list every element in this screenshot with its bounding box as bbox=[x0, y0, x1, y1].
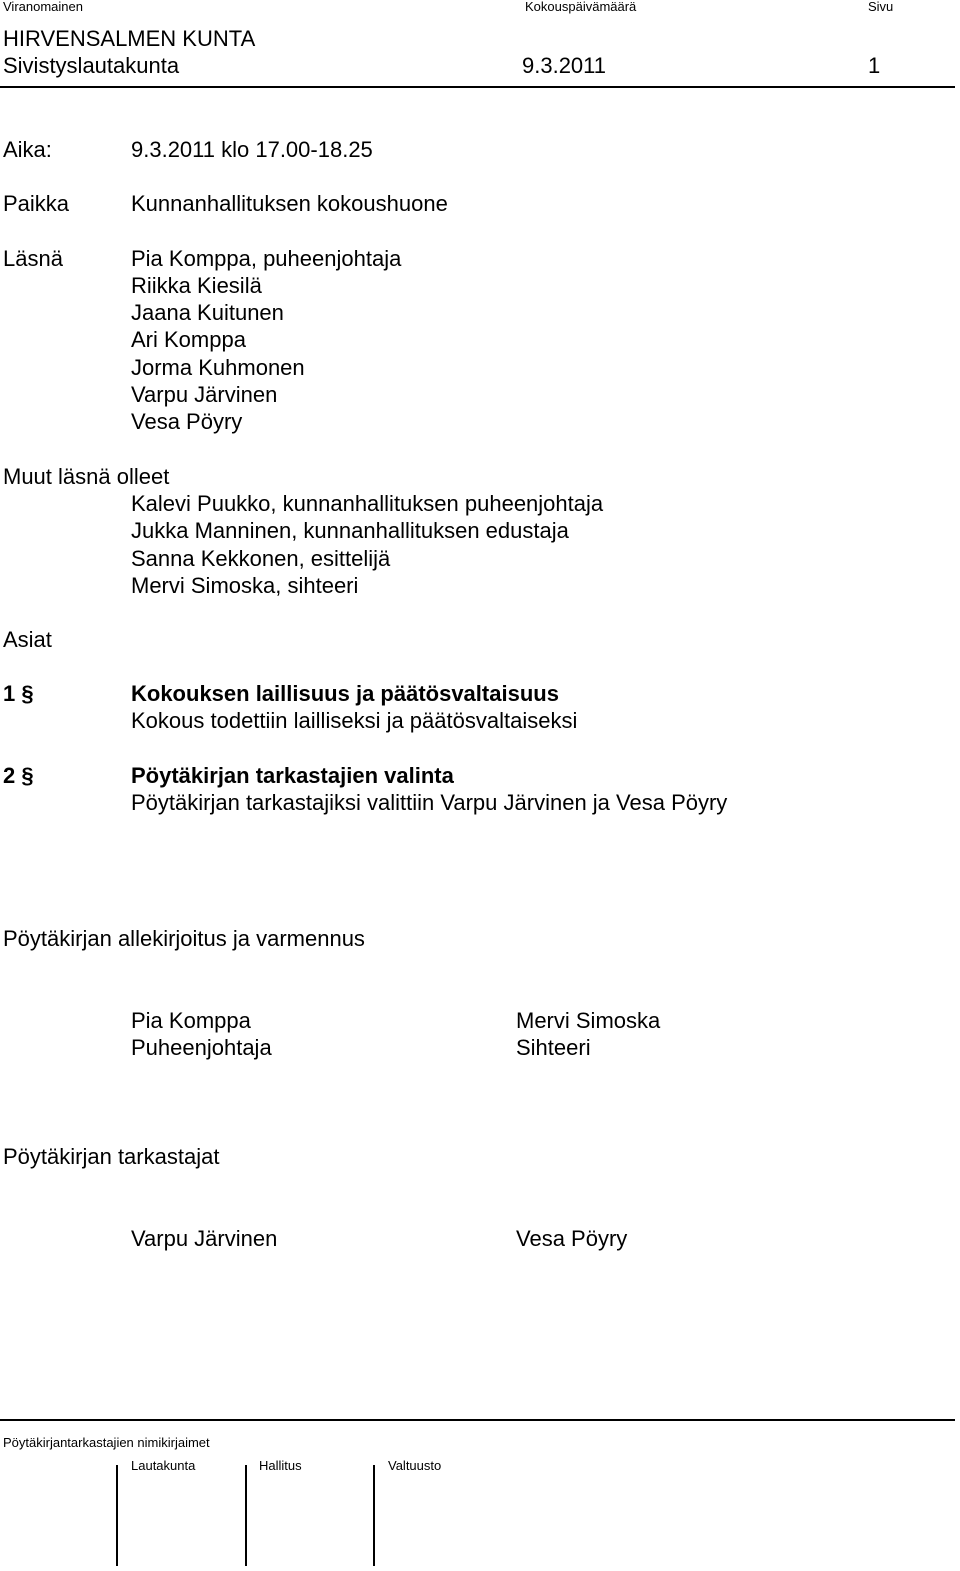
initials-box-divider bbox=[116, 1465, 118, 1566]
time-label: Aika: bbox=[3, 137, 52, 162]
signatures-label: Pöytäkirjan allekirjoitus ja varmennus bbox=[3, 926, 365, 951]
item-title: Kokouksen laillisuus ja päätösvaltaisuus bbox=[131, 681, 559, 706]
header-authority-label: Viranomainen bbox=[3, 0, 83, 14]
item-number: 2 § bbox=[3, 763, 34, 788]
inspector-name: Varpu Järvinen bbox=[131, 1226, 278, 1251]
time-value: 9.3.2011 klo 17.00-18.25 bbox=[131, 137, 373, 162]
present-member: Ari Komppa bbox=[131, 327, 246, 352]
present-member: Vesa Pöyry bbox=[131, 409, 243, 434]
place-label: Paikka bbox=[3, 191, 70, 216]
others-label: Muut läsnä olleet bbox=[3, 464, 170, 489]
footer-divider bbox=[0, 1419, 955, 1421]
items-label: Asiat bbox=[3, 627, 52, 652]
inspector-name: Vesa Pöyry bbox=[516, 1226, 628, 1251]
chair-role: Puheenjohtaja bbox=[131, 1035, 272, 1060]
initials-box-divider bbox=[373, 1465, 375, 1566]
other-attendee: Kalevi Puukko, kunnanhallituksen puheenjohtaja bbox=[131, 491, 604, 516]
chair-name: Pia Komppa bbox=[131, 1008, 251, 1033]
item-text: Kokous todettiin lailliseksi ja päätösvaltaiseksi bbox=[131, 708, 578, 733]
present-label: Läsnä bbox=[3, 246, 63, 271]
item-text: Pöytäkirjan tarkastajiksi valittiin Varpu Järvinen ja Vesa Pöyry bbox=[131, 790, 728, 815]
secretary-name: Mervi Simoska bbox=[516, 1008, 661, 1033]
meeting-date: 9.3.2011 bbox=[522, 53, 607, 78]
municipality-name: HIRVENSALMEN KUNTA bbox=[3, 26, 256, 51]
header-date-label: Kokouspäivämäärä bbox=[525, 0, 637, 14]
item-number: 1 § bbox=[3, 681, 34, 706]
authority-name: Sivistyslautakunta bbox=[3, 53, 180, 78]
present-member: Pia Komppa, puheenjohtaja bbox=[131, 246, 402, 271]
other-attendee: Sanna Kekkonen, esittelijä bbox=[131, 546, 391, 571]
place-value: Kunnanhallituksen kokoushuone bbox=[131, 191, 448, 216]
page-number: 1 bbox=[868, 53, 881, 78]
footer-col-lautakunta: Lautakunta bbox=[131, 1458, 196, 1473]
other-attendee: Jukka Manninen, kunnanhallituksen edustaja bbox=[131, 518, 569, 543]
secretary-role: Sihteeri bbox=[516, 1035, 591, 1060]
present-member: Jorma Kuhmonen bbox=[131, 355, 305, 380]
header-page-label: Sivu bbox=[868, 0, 894, 14]
header-divider bbox=[0, 86, 955, 88]
present-member: Varpu Järvinen bbox=[131, 382, 278, 407]
other-attendee: Mervi Simoska, sihteeri bbox=[131, 573, 359, 598]
footer-col-hallitus: Hallitus bbox=[259, 1458, 302, 1473]
footer-col-valtuusto: Valtuusto bbox=[388, 1458, 442, 1473]
present-member: Riikka Kiesilä bbox=[131, 273, 262, 298]
present-member: Jaana Kuitunen bbox=[131, 300, 284, 325]
inspectors-label: Pöytäkirjan tarkastajat bbox=[3, 1144, 220, 1169]
initials-label: Pöytäkirjantarkastajien nimikirjaimet bbox=[3, 1435, 210, 1450]
initials-box-divider bbox=[245, 1465, 247, 1566]
item-title: Pöytäkirjan tarkastajien valinta bbox=[131, 763, 454, 788]
